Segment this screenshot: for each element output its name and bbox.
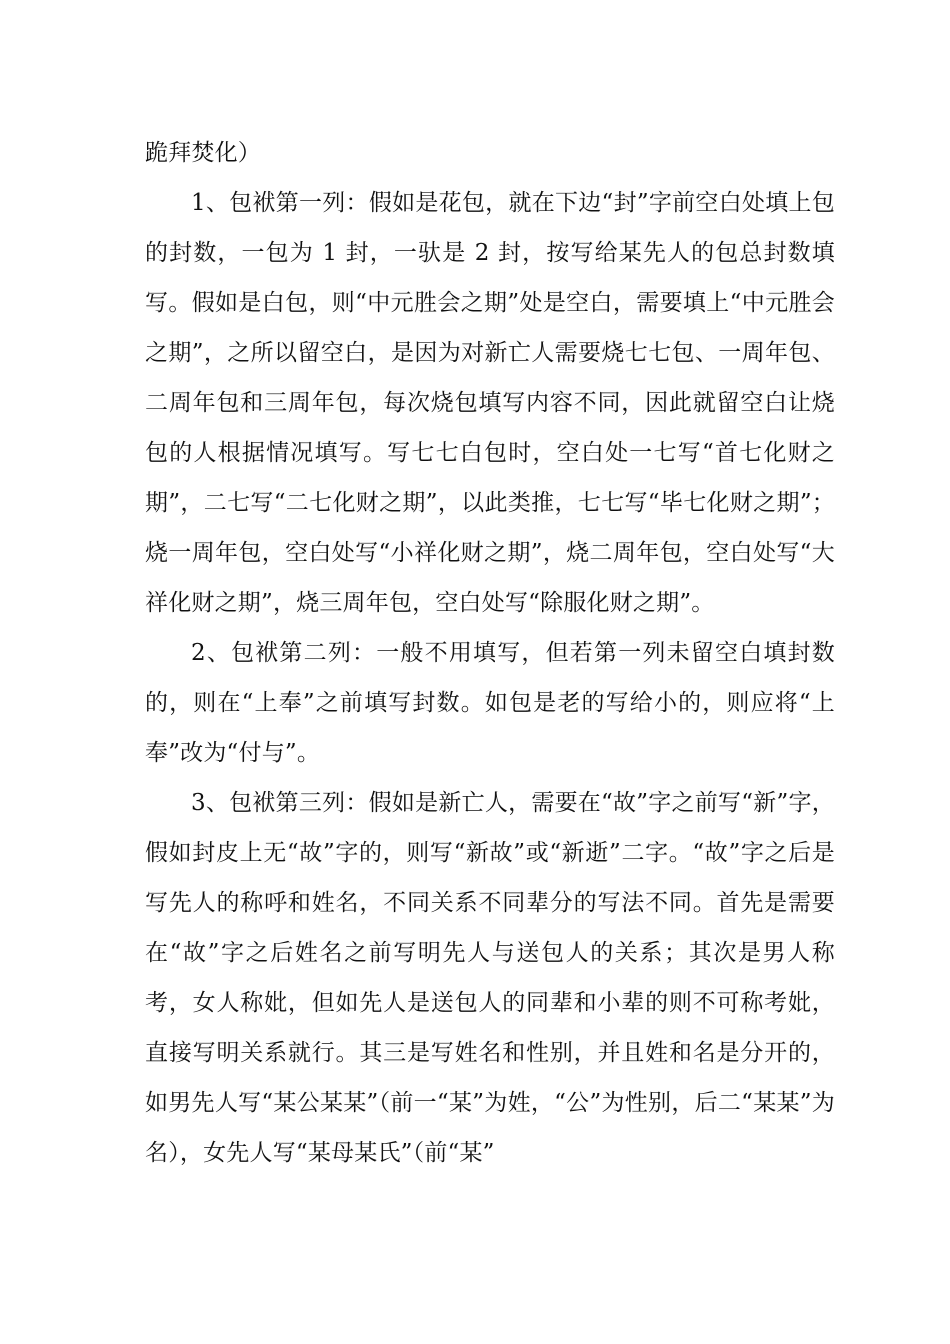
paragraph-column-one: 1、包袱第一列：假如是花包，就在下边“封”字前空白处填上包的封数，一包为 1 封，一驮是 2 封，按写给某先人的包总封数填写。假如是白包，则“中元胜会之期”处是空白，需要填上“中元胜会之期”，之所以留空白，是因为对新亡人需要烧七七包、一周年包、二周年包和三周年包，每次烧包填写内容不同，因此就留空白让烧包的人根据情况填写。写七七白包时，空白处一七写“首七化财之期”，二七写“二七化财之期”，以此类推，七七写“毕七化财之期”；烧一周年包，空白处写“小祥化财之期”，烧二周年包，空白处写“大祥化财之期”，烧三周年包，空白处写“除服化财之期”。 [145,190,835,616]
paragraph-column-three: 3、包袱第三列：假如是新亡人，需要在“故”字之前写“新”字，假如封皮上无“故”字的，则写“新故”或“新逝”二字。“故”字之后是写先人的称呼和姓名，不同关系不同辈分的写法不同。首先是需要在“故”字之后姓名之前写明先人与送包人的关系；其次是男人称考，女人称妣，但如先人是送包人的同辈和小辈的则不可称考妣，直接写明关系就行。其三是写姓名和性别，并且姓和名是分开的，如男先人写“某公某某”（前一“某”为姓，“公”为性别，后二“某某”为名），女先人写“某母某氏”（前“某” [145,790,835,1166]
document-body [145,128,835,1178]
paragraph-column-two: 2、包袱第二列：一般不用填写，但若第一列未留空白填封数的，则在“上奉”之前填写封数。如包是老的写给小的，则应将“上奉”改为“付与”。 [145,640,835,766]
paragraph-continuation: 跪拜焚化） [145,140,261,166]
